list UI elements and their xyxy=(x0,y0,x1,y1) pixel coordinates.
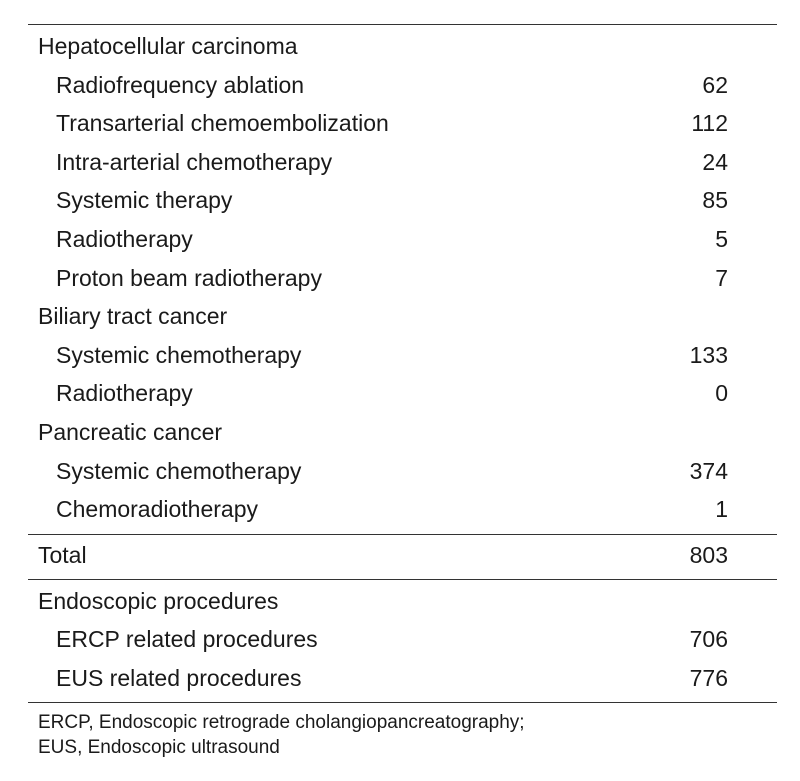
row-label: Radiotherapy xyxy=(56,225,193,252)
row-label: Radiofrequency ablation xyxy=(56,71,305,98)
row-label: EUS related procedures xyxy=(56,664,302,691)
row-value: 1 xyxy=(715,496,728,523)
row-label: Systemic therapy xyxy=(56,187,233,214)
table-row xyxy=(28,490,777,529)
heading-pancreatic-cancer xyxy=(28,413,777,452)
row-heading-label: Endoscopic procedures xyxy=(38,587,279,614)
table-row xyxy=(28,336,777,375)
row-value: 0 xyxy=(715,380,728,407)
row-value: 706 xyxy=(689,626,728,653)
table-row xyxy=(28,181,777,220)
row-value: 24 xyxy=(702,148,728,175)
row-heading-label: Pancreatic cancer xyxy=(38,418,223,445)
row-heading-label: Biliary tract cancer xyxy=(38,303,228,330)
table-row xyxy=(28,620,777,659)
table-row xyxy=(28,259,777,298)
table-row xyxy=(28,66,777,105)
row-label: Intra-arterial chemotherapy xyxy=(56,148,333,175)
total-label: Total xyxy=(38,541,87,568)
row-value: 112 xyxy=(691,110,728,137)
row-label: ERCP related procedures xyxy=(56,626,318,653)
row-label: Systemic chemotherapy xyxy=(56,341,302,368)
table-row xyxy=(28,452,777,491)
treatment-table xyxy=(28,24,777,703)
section-endoscopic xyxy=(28,580,777,702)
row-value: 62 xyxy=(702,71,728,98)
footnote-line-eus: EUS, Endoscopic ultrasound xyxy=(38,737,280,758)
row-value: 374 xyxy=(689,457,728,484)
row-label: Transarterial chemoembolization xyxy=(56,110,389,137)
row-value: 133 xyxy=(689,341,728,368)
row-value: 5 xyxy=(715,225,728,252)
row-value: 776 xyxy=(689,664,728,691)
total-row xyxy=(28,535,777,579)
footnote-line-ercp: ERCP, Endoscopic retrograde cholangiopancreatography; xyxy=(38,712,525,733)
table-row xyxy=(28,659,777,698)
row-value: 85 xyxy=(702,187,728,214)
section-treatments xyxy=(28,25,777,529)
bottom-rule xyxy=(28,702,777,703)
table-row xyxy=(28,220,777,259)
table-row xyxy=(28,374,777,413)
row-label: Proton beam radiotherapy xyxy=(56,264,322,291)
row-label: Chemoradiotherapy xyxy=(56,496,259,523)
table-row xyxy=(28,104,777,143)
row-label: Systemic chemotherapy xyxy=(56,457,302,484)
footnote xyxy=(38,710,778,760)
heading-biliary-tract-cancer xyxy=(28,297,777,336)
row-heading-label: Hepatocellular carcinoma xyxy=(38,33,298,59)
row-label: Radiotherapy xyxy=(56,380,193,407)
table-row xyxy=(28,143,777,182)
total-value: 803 xyxy=(689,541,728,568)
heading-endoscopic-procedures xyxy=(28,582,777,621)
heading-hepatocellular-carcinoma xyxy=(28,27,777,66)
row-value: 7 xyxy=(715,264,728,291)
